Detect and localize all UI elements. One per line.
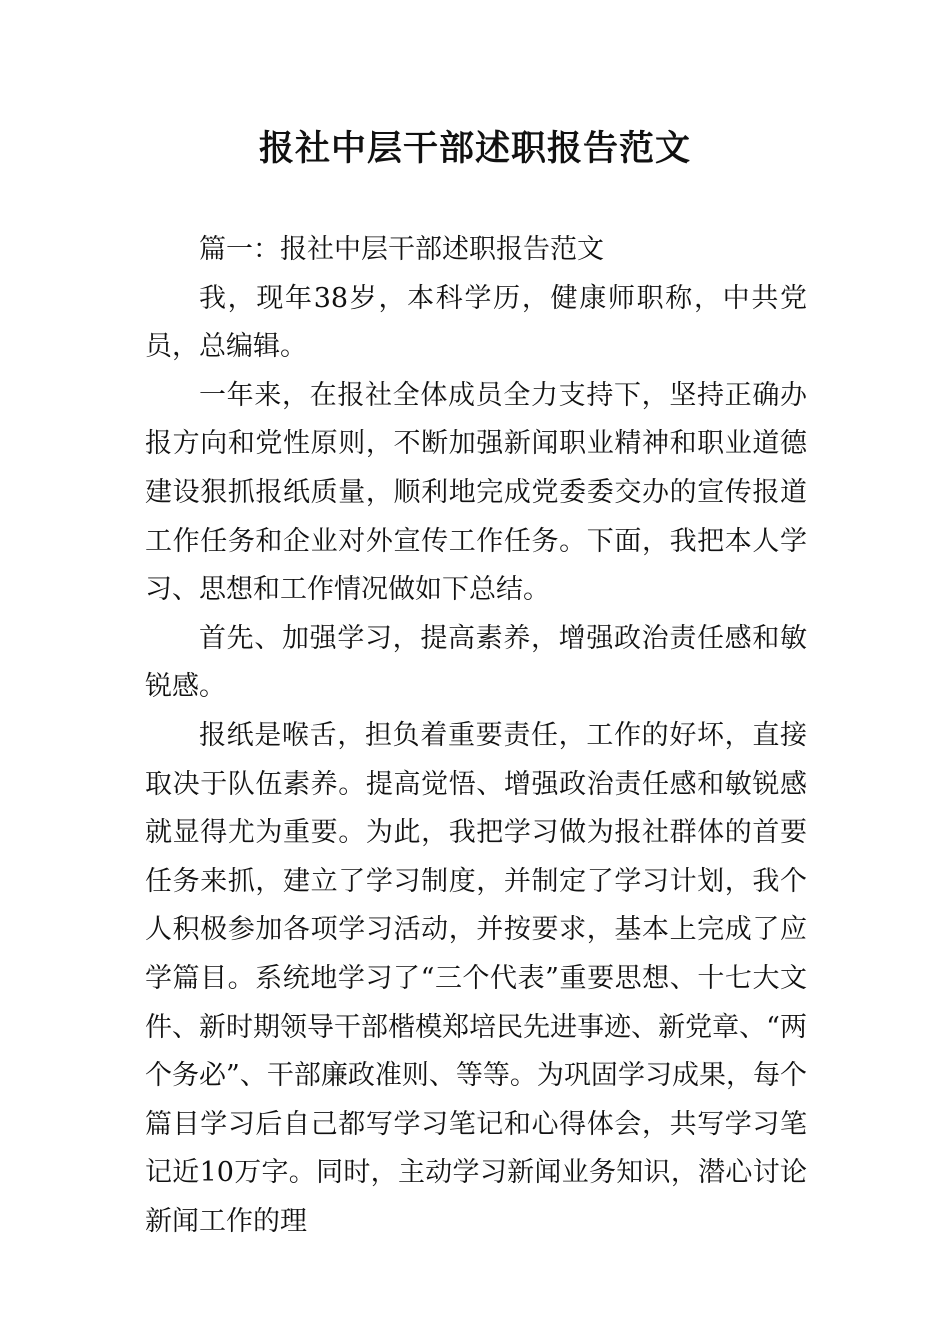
- paragraph-study-details: 报纸是喉舌，担负着重要责任，工作的好坏，直接取决于队伍素养。提高觉悟、增强政治责任感和敏锐感就显得尤为重要。为此，我把学习做为报社群体的首要任务来抓，建立了学习制度，并制定了学习计划，我个人积极参加各项学习活动，并按要求，基本上完成了应学篇目。系统地学习了“三个代表”重要思想、十七大文件、新时期领导干部楷模郑培民先进事迹、新党章、“两个务必”、干部廉政准则、等等。为巩固学习成果，每个篇目学习后自己都写学习笔记和心得体会，共写学习笔记近10万字。同时，主动学习新闻业务知识，潜心讨论新闻工作的理: [145, 719, 807, 1237]
- paragraph-point-one-heading: 首先、加强学习，提高素养，增强政治责任感和敏锐感。: [145, 622, 807, 703]
- paragraph-year-summary: 一年来，在报社全体成员全力支持下，坚持正确办报方向和党性原则，不断加强新闻职业精神和职业道德建设狠抓报纸质量，顺利地完成党委委交办的宣传报道工作任务和企业对外宣传工作任务。下面，我把本人学习、思想和工作情况做如下总结。: [145, 379, 807, 606]
- paragraph-section-heading: 篇一：报社中层干部述职报告范文: [199, 234, 604, 265]
- document-body: [145, 226, 807, 1246]
- document-title: 报社中层干部述职报告范文: [258, 129, 691, 169]
- paragraph-self-introduction: 我，现年38岁，本科学历，健康师职称，中共党员，总编辑。: [145, 282, 807, 363]
